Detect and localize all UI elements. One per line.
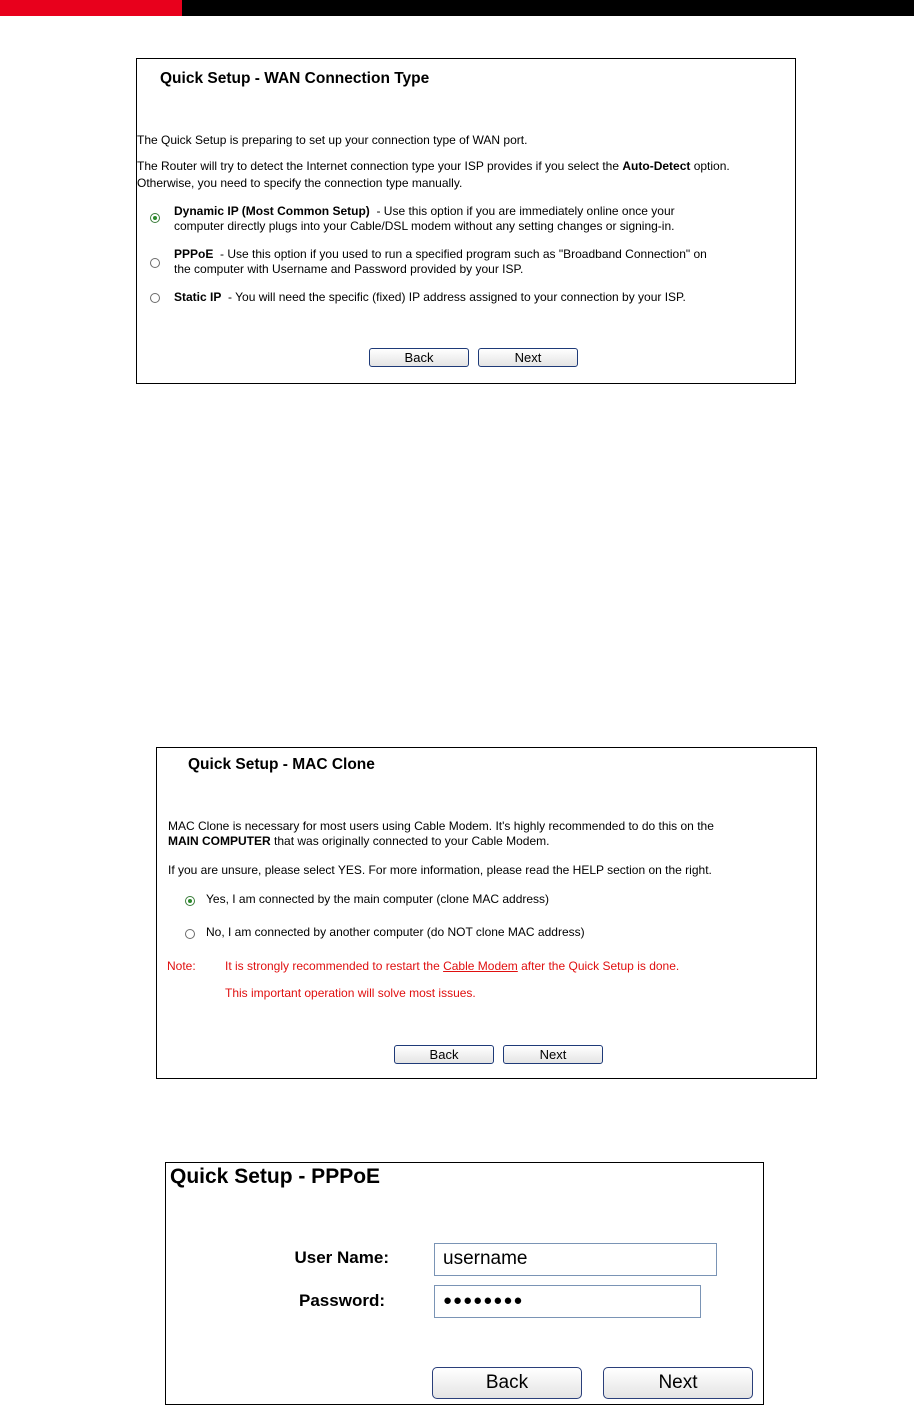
- option-dynamic-ip: Dynamic IP (Most Common Setup) - Use this option if you are immediately online once your: [174, 204, 675, 218]
- mac-clone-text-2: MAIN COMPUTER that was originally connected to your Cable Modem.: [168, 834, 550, 848]
- cable-modem-link[interactable]: Cable Modem: [443, 959, 518, 973]
- mac-clone-panel: [156, 747, 817, 1079]
- detect-text-2: Otherwise, you need to specify the connection type manually.: [137, 176, 463, 190]
- pppoe-panel: [165, 1162, 764, 1405]
- panel-title: Quick Setup - MAC Clone: [188, 756, 375, 773]
- option-dynamic-ip-desc: computer directly plugs into your Cable/DSL modem without any setting changes or signing-in.: [174, 219, 675, 233]
- note-text: It is strongly recommended to restart the Cable Modem after the Quick Setup is done.: [225, 959, 680, 973]
- next-button[interactable]: Next: [503, 1045, 603, 1064]
- note-text-2: This important operation will solve most issues.: [225, 986, 476, 1000]
- radio-pppoe[interactable]: [150, 258, 160, 268]
- option-pppoe-desc: the computer with Username and Password provided by your ISP.: [174, 262, 524, 276]
- note-label: Note:: [167, 959, 196, 973]
- username-input[interactable]: username: [434, 1243, 717, 1276]
- option-clone-no: No, I am connected by another computer (do NOT clone MAC address): [206, 925, 585, 939]
- radio-clone-no[interactable]: [185, 929, 195, 939]
- intro-text: The Quick Setup is preparing to set up your connection type of WAN port.: [137, 133, 528, 147]
- wan-connection-type-panel: [136, 58, 796, 384]
- radio-clone-yes[interactable]: [185, 896, 195, 906]
- page-header-accent: [0, 0, 182, 16]
- option-static-ip: Static IP - You will need the specific (fixed) IP address assigned to your connection by your ISP.: [174, 290, 686, 304]
- page-header-bar: [0, 0, 914, 16]
- panel-title: Quick Setup - PPPoE: [170, 1165, 381, 1188]
- next-button[interactable]: Next: [478, 348, 578, 367]
- back-button[interactable]: Back: [394, 1045, 494, 1064]
- next-button[interactable]: Next: [603, 1367, 753, 1399]
- password-label: Password:: [299, 1291, 385, 1310]
- detect-text: The Router will try to detect the Internet connection type your ISP provides if you select the Auto-Detect option.: [137, 159, 730, 173]
- username-label: User Name:: [294, 1248, 389, 1267]
- back-button[interactable]: Back: [369, 348, 469, 367]
- radio-dynamic-ip[interactable]: [150, 213, 160, 223]
- mac-clone-text-3: If you are unsure, please select YES. For more information, please read the HELP section on the right.: [168, 863, 712, 877]
- mac-clone-text-1: MAC Clone is necessary for most users using Cable Modem. It's highly recommended to do this on the: [168, 819, 714, 833]
- radio-static-ip[interactable]: [150, 293, 160, 303]
- option-pppoe: PPPoE - Use this option if you used to run a specified program such as "Broadband Connection" on: [174, 247, 707, 261]
- back-button[interactable]: Back: [432, 1367, 582, 1399]
- panel-title: Quick Setup - WAN Connection Type: [160, 70, 430, 87]
- password-input[interactable]: ●●●●●●●●: [434, 1285, 701, 1318]
- option-clone-yes: Yes, I am connected by the main computer (clone MAC address): [206, 892, 550, 906]
